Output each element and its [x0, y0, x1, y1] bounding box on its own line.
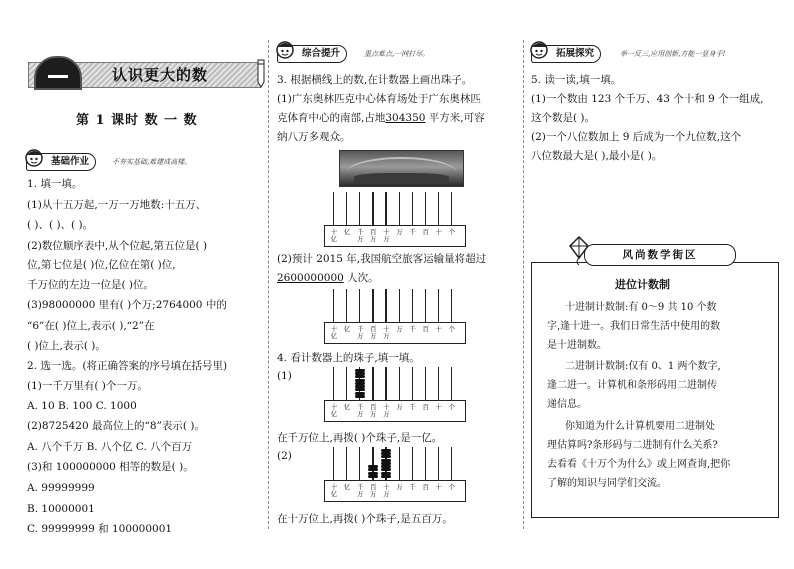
basic-line: ( )位上,表示( )。	[27, 340, 106, 352]
abacus-place-label: 十亿	[330, 483, 338, 498]
abacus-place-label: 亿	[343, 228, 351, 236]
abacus-bead	[355, 369, 365, 372]
abacus-place-label: 百	[422, 403, 429, 411]
abacus-rod	[425, 192, 426, 225]
feature-line: 二进制计数制:仅有 0、1 两个数字,	[565, 361, 721, 372]
feature-line: 逢二进一。计算机和条形码用二进制传	[547, 380, 717, 391]
abacus-place-label: 亿	[343, 325, 351, 333]
q4-part1-question: 在千万位上,再拨( )个珠子,是一亿。	[277, 432, 443, 444]
abacus-bead	[381, 465, 391, 468]
abacus-place-label: 个	[448, 325, 456, 333]
feature-line: 是十进制数。	[547, 340, 607, 351]
lesson-title: 第 1 课时 数 一 数	[76, 113, 198, 128]
basic-line: A. 10 B. 100 C. 1000	[27, 400, 137, 412]
cartoon-boy-icon	[528, 39, 552, 63]
q4-part1-label: (1)	[277, 370, 292, 382]
abacus-bead	[381, 455, 391, 458]
abacus-place-label: 十万	[383, 325, 390, 340]
section-tag-improve-label: 综合提升	[302, 48, 341, 59]
abacus-rod	[385, 289, 386, 322]
abacus-place-label: 十亿	[330, 228, 338, 243]
abacus-bead	[355, 379, 365, 382]
abacus-rod	[372, 289, 373, 322]
abacus-base	[324, 322, 466, 344]
abacus-place-label: 万	[396, 228, 403, 236]
feature-line: 了解的知识与同学们交流。	[547, 478, 667, 489]
abacus-rod	[346, 192, 347, 225]
abacus-bead	[368, 468, 378, 471]
abacus-rod	[412, 367, 413, 400]
abacus-rod	[412, 289, 413, 322]
extend-line: 八位数最大是( ),最小是( )。	[531, 150, 663, 162]
abacus-place-label: 千	[409, 403, 416, 411]
abacus-place-label: 百万	[370, 228, 377, 243]
basic-line: (1)一千万里有( )个一万。	[27, 380, 148, 392]
abacus-bead	[381, 452, 391, 455]
abacus-rod	[438, 289, 439, 322]
abacus-rod	[425, 289, 426, 322]
abacus-rod	[399, 289, 400, 322]
feature-header	[584, 244, 736, 266]
abacus-bead	[381, 468, 391, 471]
abacus-rod	[372, 192, 373, 225]
extend-line: 这个数是( )。	[531, 112, 596, 124]
abacus-bead	[355, 375, 365, 378]
feature-line: 十进制计数制:有 0～9 共 10 个数	[565, 302, 717, 313]
abacus-place-label: 千万	[356, 228, 364, 243]
abacus-rod	[438, 367, 439, 400]
q3-number-area: 304350	[385, 112, 426, 124]
feature-line: 字,逢十进一。我们日常生活中使用的数	[547, 321, 721, 332]
abacus-bead	[355, 395, 365, 398]
abacus-place-label: 十万	[383, 483, 390, 498]
column-divider-1	[268, 40, 269, 529]
feature-line: 你知道为什么计算机要用二进制处	[565, 421, 715, 432]
abacus-place-label: 千万	[356, 483, 364, 498]
column-divider-2	[523, 40, 524, 529]
abacus-rod	[359, 289, 360, 322]
abacus-bead	[355, 382, 365, 385]
abacus-place-label: 十万	[383, 228, 390, 243]
basic-line: (3)98000000 里有( )个万;2764000 中的	[27, 299, 227, 311]
abacus-place-label: 十	[435, 403, 443, 411]
abacus-place-label: 千万	[356, 403, 364, 418]
q3-text-a: 克体育中心的南部,占地	[277, 112, 386, 124]
basic-line: (2)数位顺序表中,从个位起,第五位是( )	[27, 240, 208, 252]
abacus-base	[324, 225, 466, 247]
abacus-place-label: 十	[435, 483, 443, 491]
q4-part2-question: 在十万位上,再拨( )个珠子,是五百万。	[277, 513, 453, 525]
abacus-place-label: 个	[448, 228, 456, 236]
basic-line: (2)8725420 最高位上的“8”表示( )。	[27, 420, 205, 432]
abacus-place-label: 万	[396, 325, 403, 333]
abacus-base	[324, 400, 466, 422]
improve-motto: 重点难点,一网打尽。	[364, 50, 430, 58]
abacus-place-label: 十亿	[330, 325, 338, 340]
basic-line: ( )、( )、( )。	[27, 219, 94, 231]
abacus-bead	[381, 449, 391, 452]
abacus-bead	[368, 465, 378, 468]
abacus-bead	[381, 459, 391, 462]
abacus-place-label: 百万	[370, 483, 377, 498]
q3-part1-line3: 纳八万多观众。	[277, 131, 351, 143]
basic-line: 位,第七位是( )位,亿位在第( )位,	[27, 259, 176, 271]
cartoon-boy-icon	[23, 147, 47, 171]
abacus-rod	[385, 192, 386, 225]
feature-line: 理估算吗?条形码与二进制有什么关系?	[547, 440, 718, 451]
abacus-place-label: 个	[448, 403, 456, 411]
abacus-place-label: 十亿	[330, 403, 338, 418]
abacus-place-label: 亿	[343, 403, 351, 411]
abacus-place-label: 十万	[383, 403, 390, 418]
section-tag-basic-label: 基础作业	[51, 156, 90, 167]
q3-text-c: 人次。	[343, 272, 379, 284]
abacus-place-label: 百	[422, 228, 429, 236]
abacus-bead	[381, 462, 391, 465]
abacus-place-label: 百万	[370, 325, 377, 340]
abacus-rod	[359, 192, 360, 225]
abacus-rod	[399, 367, 400, 400]
q4-prompt: 4. 看计数器上的珠子,填一填。	[277, 352, 420, 364]
abacus-bead	[355, 385, 365, 388]
abacus-place-label: 千万	[356, 325, 364, 340]
section-tag-extend-label: 拓展探究	[556, 48, 595, 59]
abacus-base	[324, 480, 466, 502]
abacus-rod	[346, 367, 347, 400]
abacus-place-label: 个	[448, 483, 456, 491]
abacus-rod	[399, 447, 400, 480]
basic-line: (3)和 100000000 相等的数是( )。	[27, 461, 194, 473]
extend-line: (2)一个八位数加上 9 后成为一个九位数,这个	[531, 131, 742, 143]
stadium-photo	[339, 150, 464, 187]
abacus-place-label: 百万	[370, 403, 377, 418]
abacus-place-label: 万	[396, 483, 403, 491]
abacus-rod	[425, 447, 426, 480]
basic-line: A. 99999999	[27, 482, 95, 494]
abacus-rod	[451, 192, 452, 225]
basic-line: 1. 填一填。	[27, 178, 83, 190]
abacus-rod	[412, 192, 413, 225]
q3-part2-line1: (2)预计 2015 年,我国航空旅客运输量将超过	[277, 253, 487, 265]
abacus-rod	[451, 447, 452, 480]
abacus-rod	[412, 447, 413, 480]
basic-line: “6”在( )位上,表示( ),“2”在	[27, 320, 155, 332]
basic-line: A. 八个千万 B. 八个亿 C. 八个百万	[27, 441, 193, 453]
abacus-rod	[425, 367, 426, 400]
extend-line: 5. 读一读,填一填。	[531, 74, 622, 86]
feature-header-label: 风尚数学街区	[622, 249, 698, 261]
cartoon-boy-icon	[274, 39, 298, 63]
q3-part1-line1: (1)广东奥林匹克中心体育场处于广东奥林匹	[277, 93, 481, 105]
basic-line: 千万位的左边一位是( )位。	[27, 279, 155, 291]
abacus-place-label: 百	[422, 483, 429, 491]
extend-line: (1)一个数由 123 个千万、43 个十和 9 个一组成,	[531, 93, 764, 105]
abacus-rod	[438, 192, 439, 225]
abacus-place-label: 千	[409, 325, 416, 333]
abacus-rod	[438, 447, 439, 480]
abacus-bead	[381, 475, 391, 478]
chapter-number-badge	[34, 56, 82, 90]
q3-prompt: 3. 根据横线上的数,在计数器上画出珠子。	[277, 74, 473, 86]
feature-title: 进位计数制	[615, 278, 670, 291]
feature-line: 去看看《十万个为什么》或上网查询,把你	[547, 459, 731, 470]
chapter-title: 认识更大的数	[112, 66, 209, 84]
q3-text-b: 平方米,可容	[425, 112, 485, 124]
abacus-bead	[381, 472, 391, 475]
kite-icon	[568, 236, 590, 266]
pencil-icon	[255, 58, 267, 88]
abacus-place-label: 十	[435, 228, 443, 236]
abacus-place-label: 亿	[343, 483, 351, 491]
abacus-rod	[359, 447, 360, 480]
abacus-bead	[355, 388, 365, 391]
extend-motto: 举一反三,应用创新,方能一显身手!	[620, 50, 726, 58]
feature-line: 递信息。	[547, 399, 587, 410]
abacus-bead	[368, 472, 378, 475]
abacus-rod	[399, 192, 400, 225]
q3-part2-line2	[277, 272, 379, 285]
q3-number-passengers: 2600000000	[277, 272, 344, 284]
basic-motto: 不夯实基础,难建成高楼。	[112, 158, 192, 166]
abacus-rod	[333, 367, 334, 400]
abacus-place-label: 千	[409, 483, 416, 491]
basic-line: B. 10000001	[27, 503, 95, 515]
abacus-rod	[333, 192, 334, 225]
abacus-rod	[333, 289, 334, 322]
abacus-bead	[368, 475, 378, 478]
abacus-rod	[372, 367, 373, 400]
section-tag-extend	[531, 45, 601, 63]
abacus-rod	[333, 447, 334, 480]
abacus-place-label: 十	[435, 325, 443, 333]
abacus-place-label: 百	[422, 325, 429, 333]
abacus-rod	[451, 367, 452, 400]
q4-part2-label: (2)	[277, 450, 292, 462]
abacus-place-label: 万	[396, 403, 403, 411]
q3-part1-line2	[277, 112, 485, 125]
basic-line: C. 99999999 和 100000001	[27, 523, 173, 535]
section-tag-improve	[277, 45, 347, 63]
abacus-rod	[346, 289, 347, 322]
abacus-place-label: 千	[409, 228, 416, 236]
abacus-rod	[451, 289, 452, 322]
abacus-bead	[355, 372, 365, 375]
abacus-rod	[346, 447, 347, 480]
section-tag-basic	[26, 153, 96, 171]
abacus-bead	[355, 392, 365, 395]
basic-line: (1)从十五万起,一万一万地数:十五万、	[27, 199, 207, 211]
abacus-rod	[385, 367, 386, 400]
basic-line: 2. 选一选。(将正确答案的序号填在括号里)	[27, 360, 228, 372]
